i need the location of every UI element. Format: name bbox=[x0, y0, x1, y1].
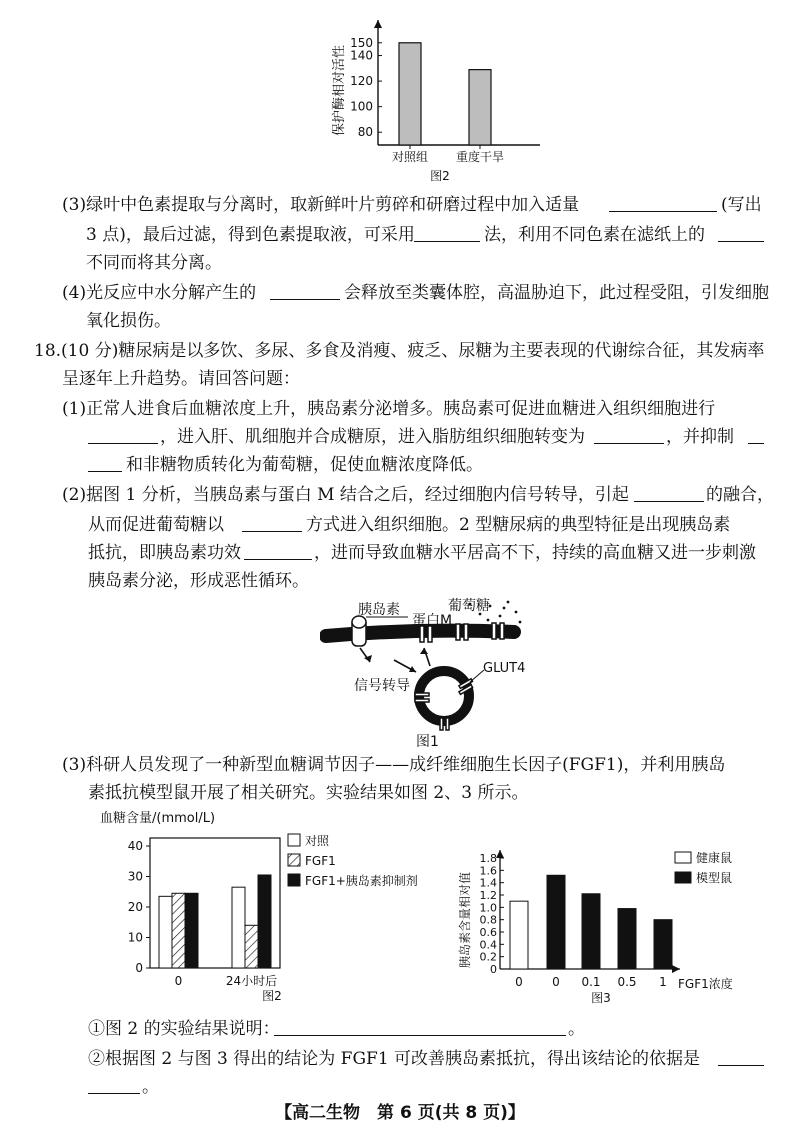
answer-blank[interactable] bbox=[242, 513, 302, 532]
answer-blank[interactable] bbox=[88, 453, 122, 472]
x-tick-label: 0 bbox=[174, 974, 183, 988]
y-axis-arrow bbox=[496, 850, 504, 858]
answer-blank[interactable] bbox=[244, 541, 312, 560]
answer-blank[interactable] bbox=[88, 1075, 140, 1094]
bar-模型鼠-1 bbox=[654, 920, 672, 969]
x-tick-label: 1 bbox=[659, 975, 667, 989]
y-tick-label: 140 bbox=[350, 48, 373, 63]
bar-模型鼠-0.1 bbox=[582, 894, 600, 969]
legend-label: 模型鼠 bbox=[696, 871, 733, 885]
glut4-label: GLUT4 bbox=[483, 661, 526, 676]
y-tick-label: 1.2 bbox=[479, 889, 497, 902]
y-tick-label: 30 bbox=[127, 869, 143, 884]
answer-blank[interactable] bbox=[748, 425, 764, 444]
chart-caption: 图2 bbox=[430, 169, 450, 183]
x-tick-label: 0 bbox=[552, 975, 560, 989]
y-tick-label: 0.2 bbox=[479, 950, 497, 964]
y-tick-label: 0 bbox=[490, 963, 497, 976]
blood-glucose-chart bbox=[100, 808, 450, 1008]
answer-blank[interactable] bbox=[718, 223, 764, 242]
x-axis-arrow bbox=[672, 965, 680, 973]
protein-m-label: 蛋白M bbox=[412, 613, 453, 629]
y-tick-label: 1.4 bbox=[479, 876, 497, 890]
bar-重度干旱 bbox=[469, 70, 491, 145]
insulin-signaling-diagram bbox=[320, 592, 540, 752]
legend-label: FGF1 bbox=[305, 854, 336, 868]
glucose-label: 葡萄糖 bbox=[448, 598, 490, 614]
y-axis-label: 胰岛素含量相对值 bbox=[458, 871, 472, 968]
y-tick-label: 20 bbox=[127, 900, 143, 914]
enzyme-activity-chart bbox=[300, 8, 560, 188]
answer-blank[interactable] bbox=[594, 425, 664, 444]
answer-blank[interactable] bbox=[274, 1017, 566, 1036]
legend-swatch bbox=[675, 872, 691, 883]
y-axis-label: 血糖含量/(mmol/L) bbox=[100, 811, 216, 826]
chart-caption: 图2 bbox=[262, 989, 282, 1003]
bar-FGF1-0 bbox=[172, 893, 185, 968]
answer-blank[interactable] bbox=[88, 425, 158, 444]
bar-对照-24小时后 bbox=[232, 887, 245, 968]
x-tick-label: 重度干旱 bbox=[455, 150, 505, 164]
figure1-caption: 图1 bbox=[416, 734, 439, 750]
y-tick-label: 1.8 bbox=[479, 852, 497, 865]
y-tick-label: 0 bbox=[135, 961, 143, 975]
y-tick-label: 0.6 bbox=[479, 926, 497, 939]
x-tick-label: 24小时后 bbox=[225, 974, 278, 988]
legend-label: 对照 bbox=[305, 834, 330, 848]
answer-blank[interactable] bbox=[634, 483, 704, 502]
bar-对照组 bbox=[399, 43, 421, 145]
bar-健康鼠-0 bbox=[510, 901, 528, 969]
y-tick-label: 120 bbox=[350, 74, 373, 89]
y-tick-label: 0.8 bbox=[479, 913, 497, 927]
x-tick-label: 0.5 bbox=[617, 975, 637, 989]
answer-blank[interactable] bbox=[414, 223, 480, 242]
x-tick-label: 对照组 bbox=[391, 150, 429, 164]
answer-blank[interactable] bbox=[718, 1047, 764, 1066]
y-tick-label: 1.6 bbox=[479, 864, 497, 878]
page-footer: 【高二生物 第 6 页(共 8 页)】 bbox=[275, 1103, 525, 1123]
y-tick-label: 100 bbox=[350, 99, 373, 114]
y-tick-label: 80 bbox=[357, 125, 373, 140]
y-tick-label: 10 bbox=[127, 930, 143, 945]
bar-对照-0 bbox=[159, 896, 172, 968]
legend-swatch bbox=[288, 854, 300, 866]
insulin-content-chart bbox=[455, 840, 755, 1010]
y-tick-label: 40 bbox=[127, 839, 143, 853]
bar-FGF1+胰岛素抑制剂-24小时后 bbox=[258, 875, 271, 968]
y-tick-label: 0.4 bbox=[479, 938, 497, 952]
y-tick-label: 1.0 bbox=[479, 901, 497, 915]
x-tick-label: 0 bbox=[515, 975, 523, 989]
legend-label: FGF1+胰岛素抑制剂 bbox=[305, 874, 418, 888]
x-axis-label: FGF1浓度 bbox=[678, 977, 733, 991]
answer-blank[interactable] bbox=[270, 281, 340, 300]
legend-swatch bbox=[675, 852, 691, 863]
bar-模型鼠-0 bbox=[547, 875, 565, 969]
legend-swatch bbox=[288, 874, 300, 886]
bar-FGF1+胰岛素抑制剂-0 bbox=[185, 893, 198, 968]
legend-swatch bbox=[288, 834, 300, 846]
y-axis-label: 保护酶相对活性 bbox=[332, 44, 347, 136]
y-axis-arrow bbox=[374, 20, 382, 28]
legend-label: 健康鼠 bbox=[696, 851, 733, 865]
y-tick-label: 150 bbox=[350, 35, 373, 50]
chart-caption: 图3 bbox=[591, 991, 611, 1005]
bar-模型鼠-0.5 bbox=[618, 909, 636, 969]
signal-label: 信号转导 bbox=[354, 678, 410, 694]
x-tick-label: 0.1 bbox=[581, 975, 601, 989]
insulin-label: 胰岛素 bbox=[358, 602, 400, 618]
bar-FGF1-24小时后 bbox=[245, 925, 258, 968]
answer-blank[interactable] bbox=[609, 193, 717, 212]
